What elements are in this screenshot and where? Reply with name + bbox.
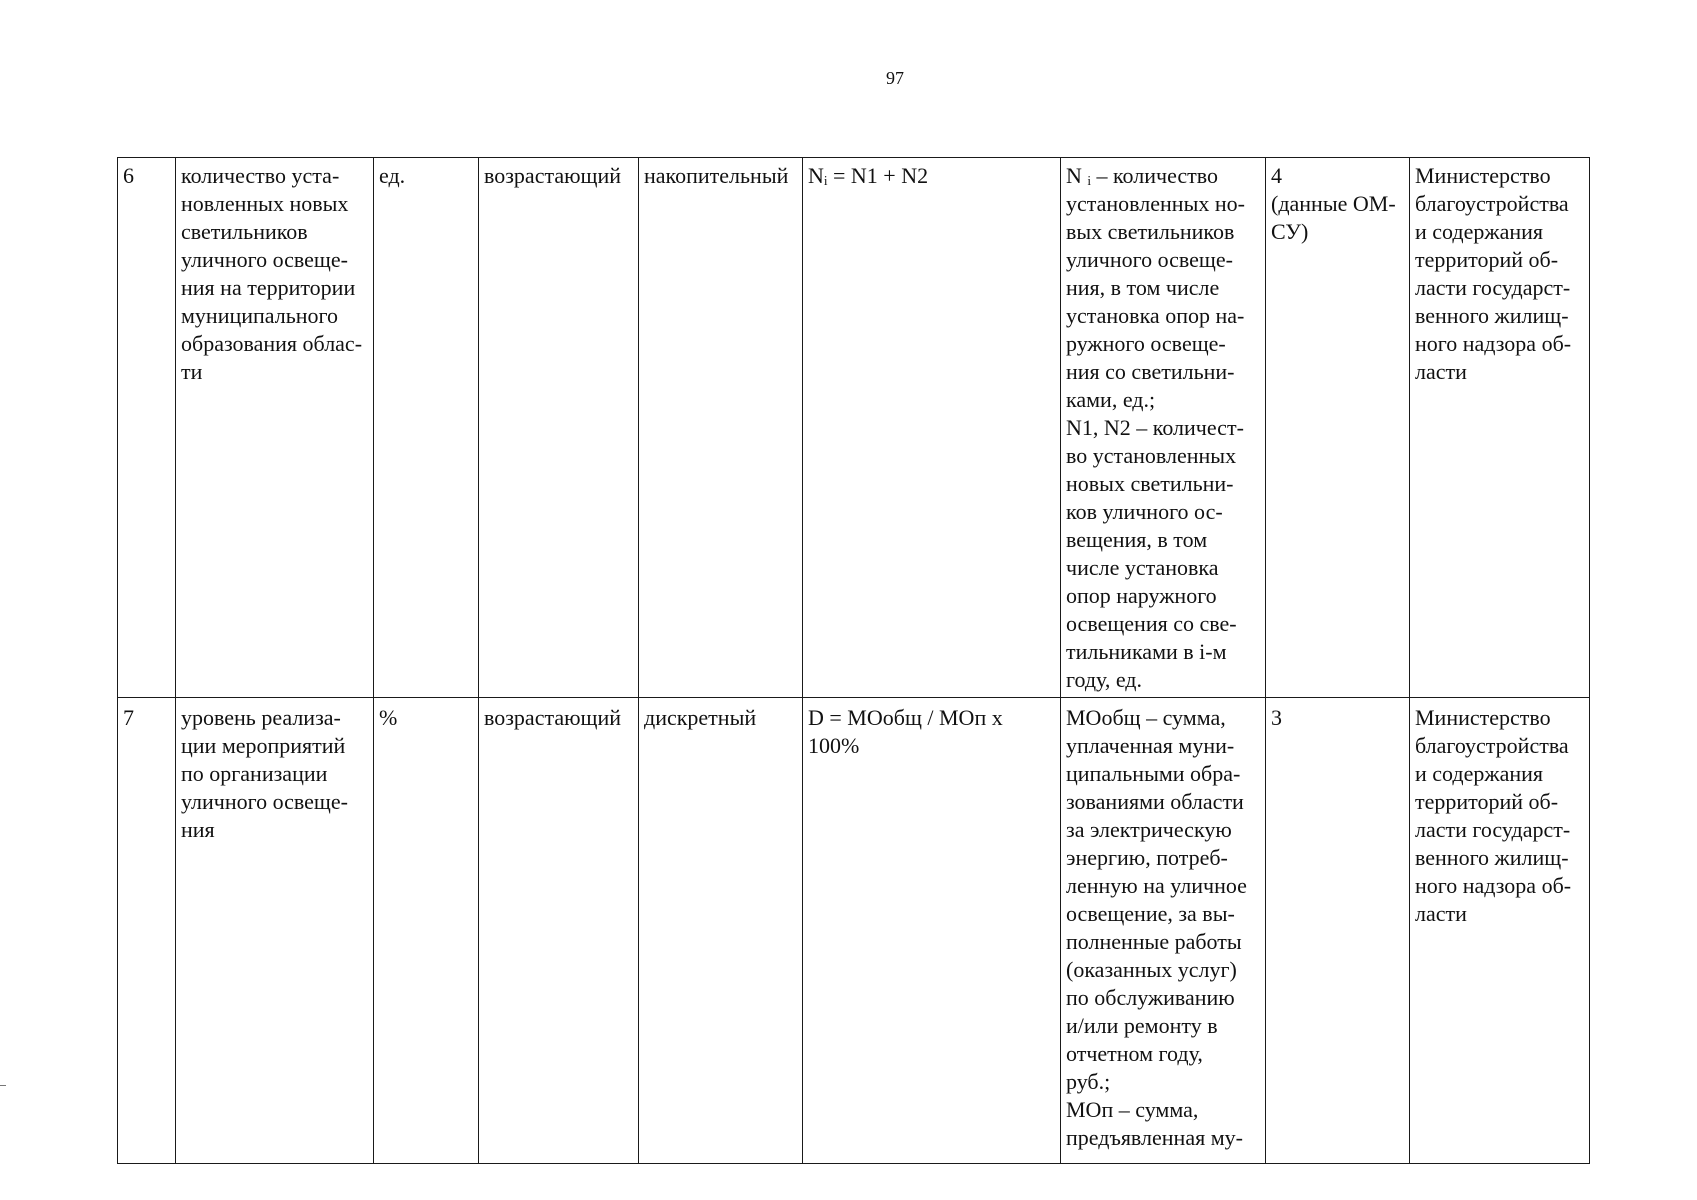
row-number-cell: 6 bbox=[118, 158, 176, 698]
table-row bbox=[118, 698, 1590, 1164]
indicator-name-cell: уровень реализа- ции мероприятий по организации уличного освеще- ния bbox=[176, 698, 374, 1164]
source-cell: 4 (данные ОМ- СУ) bbox=[1266, 158, 1410, 698]
responsible-cell: Министерство благоустройства и содержания территорий об- ласти государст- венного жилищ- ного надзора об- ласти bbox=[1410, 698, 1590, 1164]
indicator-table bbox=[117, 157, 1590, 1164]
table-row bbox=[118, 158, 1590, 698]
calc-type-cell: дискретный bbox=[639, 698, 803, 1164]
formula-cell: Nᵢ = N1 + N2 bbox=[803, 158, 1061, 698]
trend-cell: возрастающий bbox=[479, 158, 639, 698]
responsible-cell: Министерство благоустройства и содержания территорий об- ласти государст- венного жилищ- ного надзора об- ласти bbox=[1410, 158, 1590, 698]
page-number: 97 bbox=[886, 68, 904, 88]
unit-cell: ед. bbox=[374, 158, 479, 698]
row-number-cell: 7 bbox=[118, 698, 176, 1164]
calc-type-cell: накопительный bbox=[639, 158, 803, 698]
trend-cell: возрастающий bbox=[479, 698, 639, 1164]
description-cell: МОобщ – сумма, уплаченная муни- ципальными обра- зованиями области за электрическую энергию, потреб- ленную на уличное освещение, за вы- полненные работы (оказанных услуг) по обслуживанию и/или ремонту в отчетном году, руб.; МОп – сумма, предъявленная му- bbox=[1061, 698, 1266, 1164]
indicator-name-cell: количество уста- новленных новых светильников уличного освеще- ния на территории муниципального образования облас- ти bbox=[176, 158, 374, 698]
unit-cell: % bbox=[374, 698, 479, 1164]
scan-edge-mark bbox=[0, 1085, 6, 1086]
source-cell: 3 bbox=[1266, 698, 1410, 1164]
formula-cell: D = МОобщ / МОп х 100% bbox=[803, 698, 1061, 1164]
description-cell: N ᵢ – количество установленных но- вых светильников уличного освеще- ния, в том числе установка опор на- ружного освеще- ния со светильни- ками, ед.; N1, N2 – количест- во установленных новых светильни- ков уличного ос- вещения, в том числе установка опор наружного освещения со све- тильниками в i-м году, ед. bbox=[1061, 158, 1266, 698]
